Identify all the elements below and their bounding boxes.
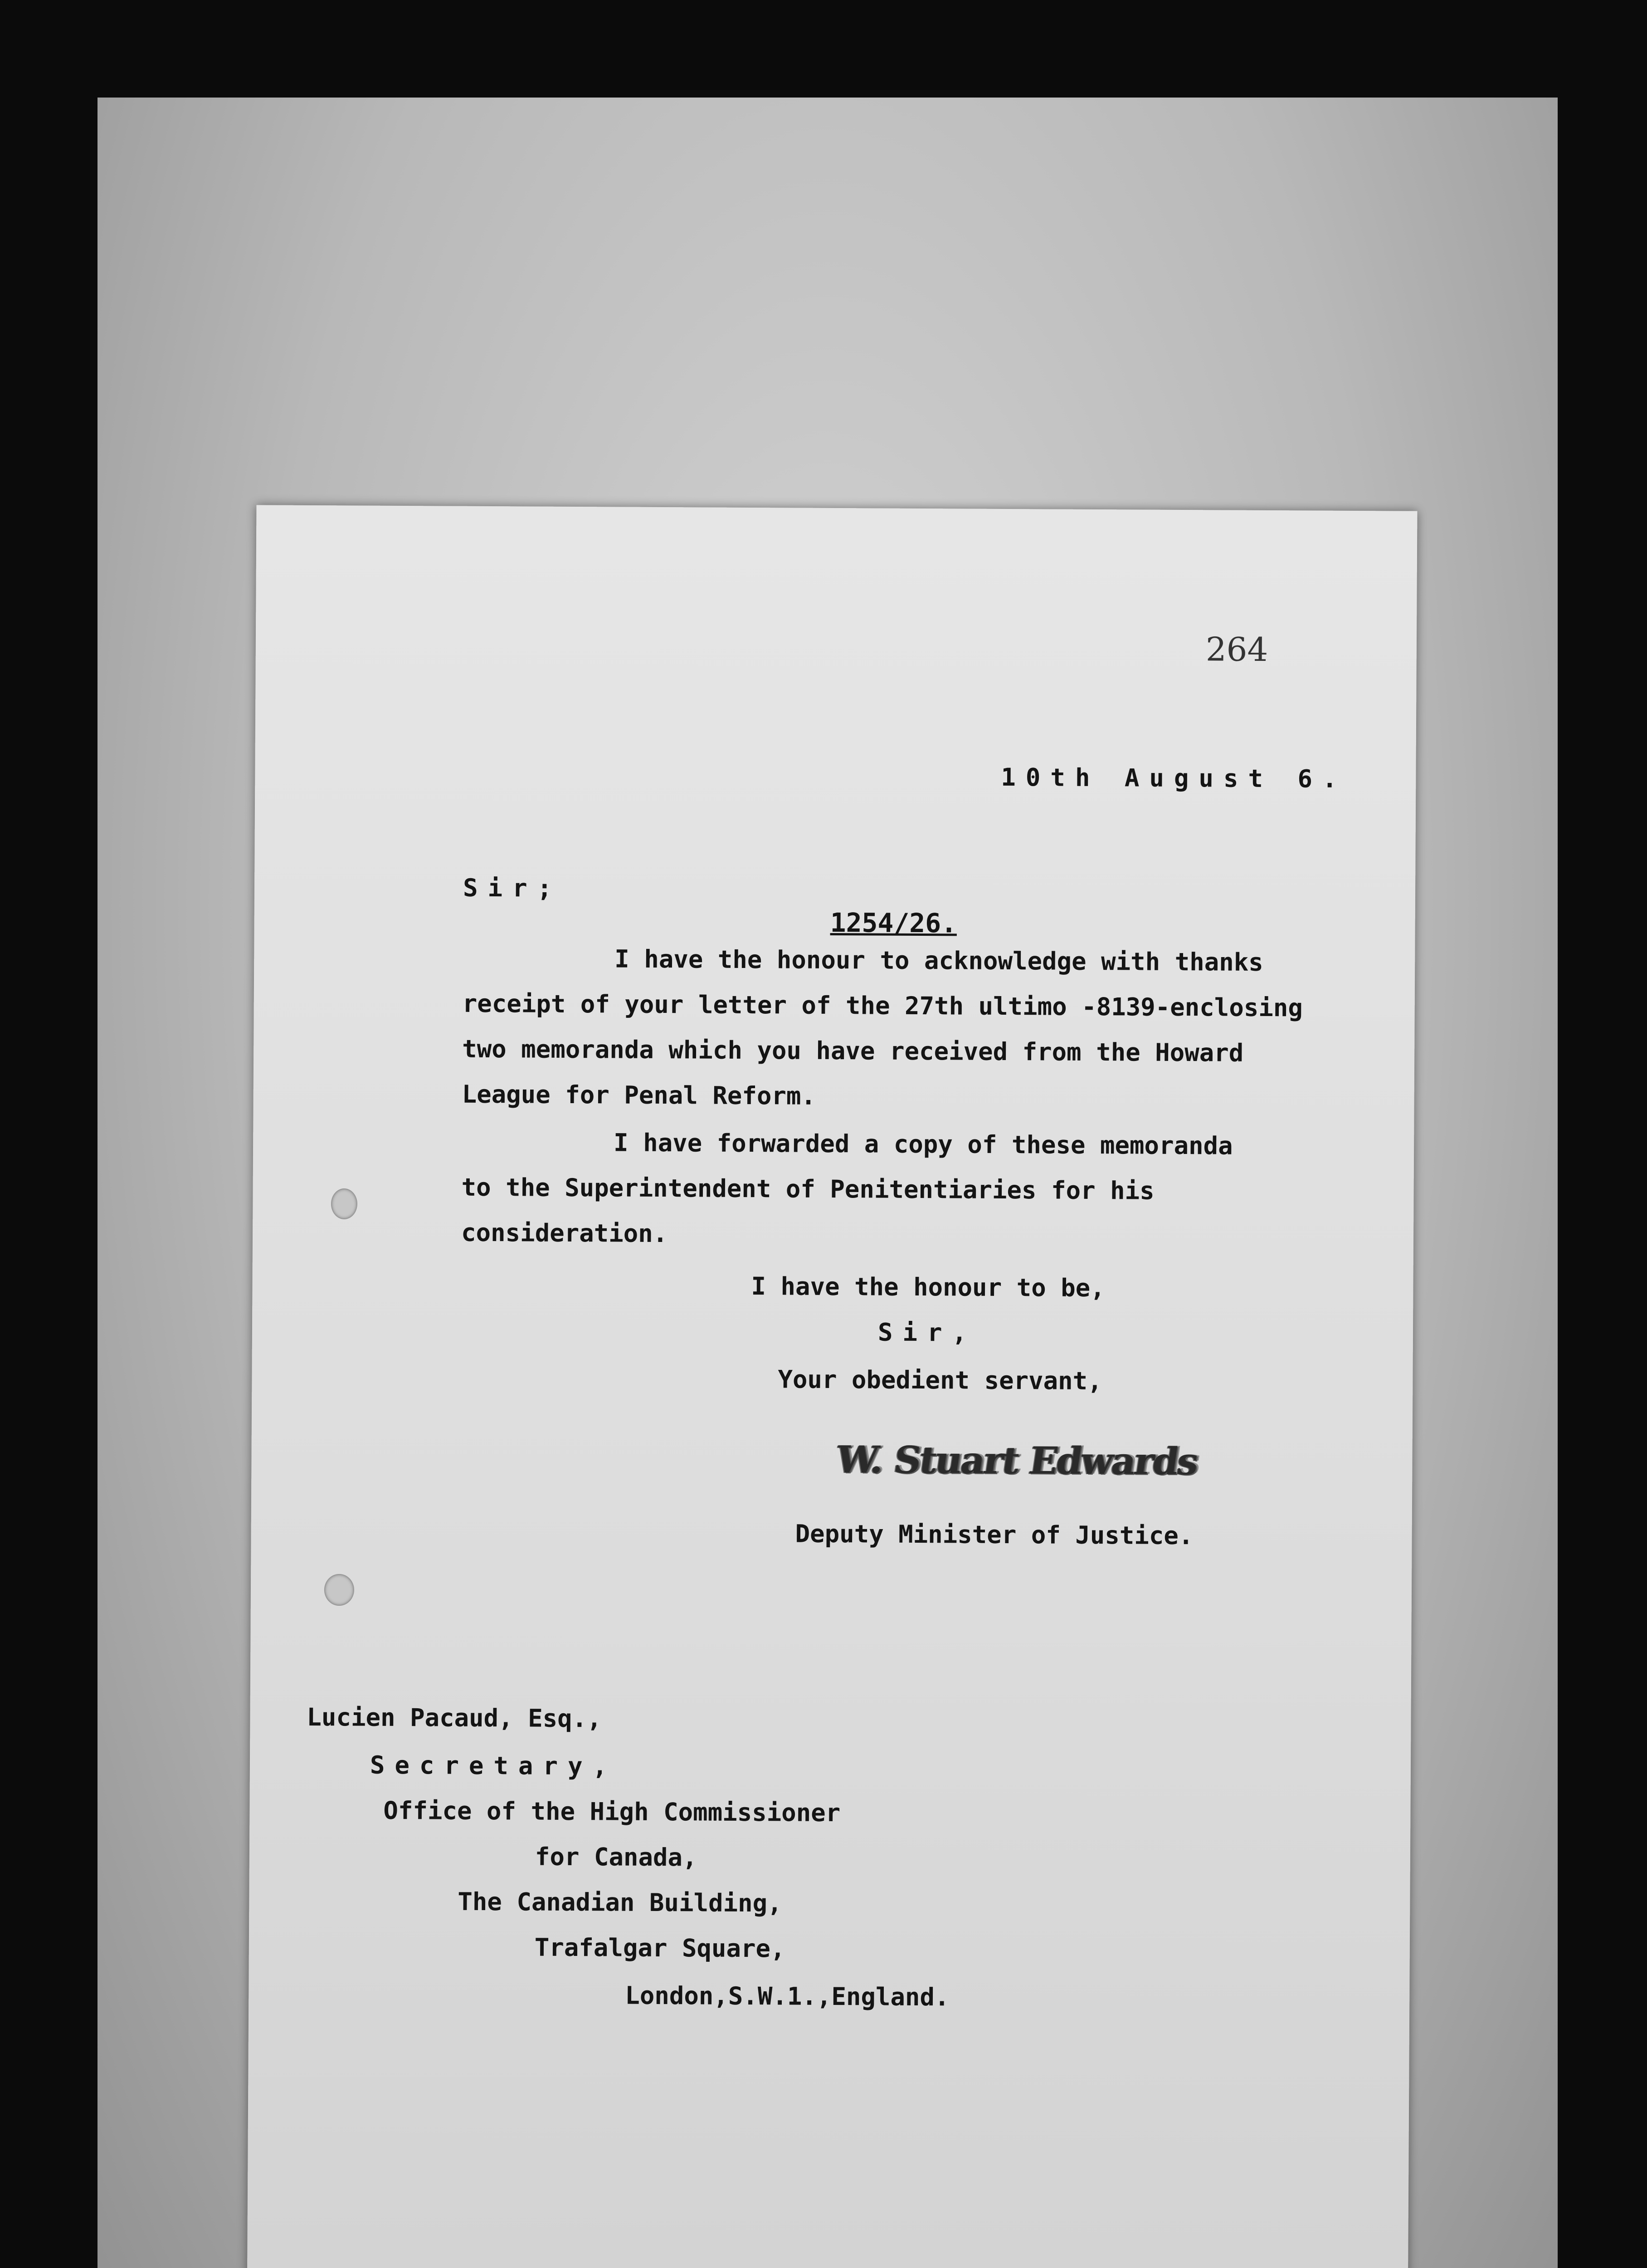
body-line: receipt of your letter of the 27th ultimo -8139-enclosing [462, 989, 1303, 1022]
address-line: The Canadian Building, [458, 1887, 782, 1918]
address-line: for Canada, [535, 1842, 697, 1872]
address-line: Office of the High Commissioner [383, 1796, 841, 1828]
salutation: Sir; [463, 873, 562, 903]
punch-hole [324, 1574, 354, 1606]
folio-number: 264 [1205, 630, 1268, 669]
file-reference: 1254/26. [830, 907, 957, 939]
address-line: London,S.W.1.,England. [625, 1981, 950, 2012]
punch-hole [331, 1188, 357, 1219]
body-line: two memoranda which you have received from the Howard [462, 1034, 1244, 1067]
address-line: Lucien Pacaud, Esq., [307, 1702, 602, 1733]
body-line: I have the honour to acknowledge with thanks [614, 944, 1263, 977]
closing-sir: Sir, [877, 1318, 977, 1347]
address-line: Secretary, [370, 1750, 618, 1781]
letter-page [247, 505, 1418, 2268]
signatory-title: Deputy Minister of Justice. [795, 1519, 1194, 1550]
body-line: consideration. [461, 1218, 668, 1248]
letter-date: 10th August 6. [1001, 763, 1347, 793]
body-line: I have forwarded a copy of these memoranda [613, 1128, 1233, 1160]
body-line: League for Penal Reform. [462, 1080, 816, 1110]
address-line: Trafalgar Square, [534, 1933, 785, 1963]
signature-stamp: W. Stuart Edwards [833, 1438, 1200, 1484]
closing-line: I have the honour to be, [751, 1272, 1105, 1303]
closing-line: Your obedient servant, [778, 1365, 1102, 1396]
body-line: to the Superintendent of Penitentiaries for his [461, 1173, 1155, 1205]
